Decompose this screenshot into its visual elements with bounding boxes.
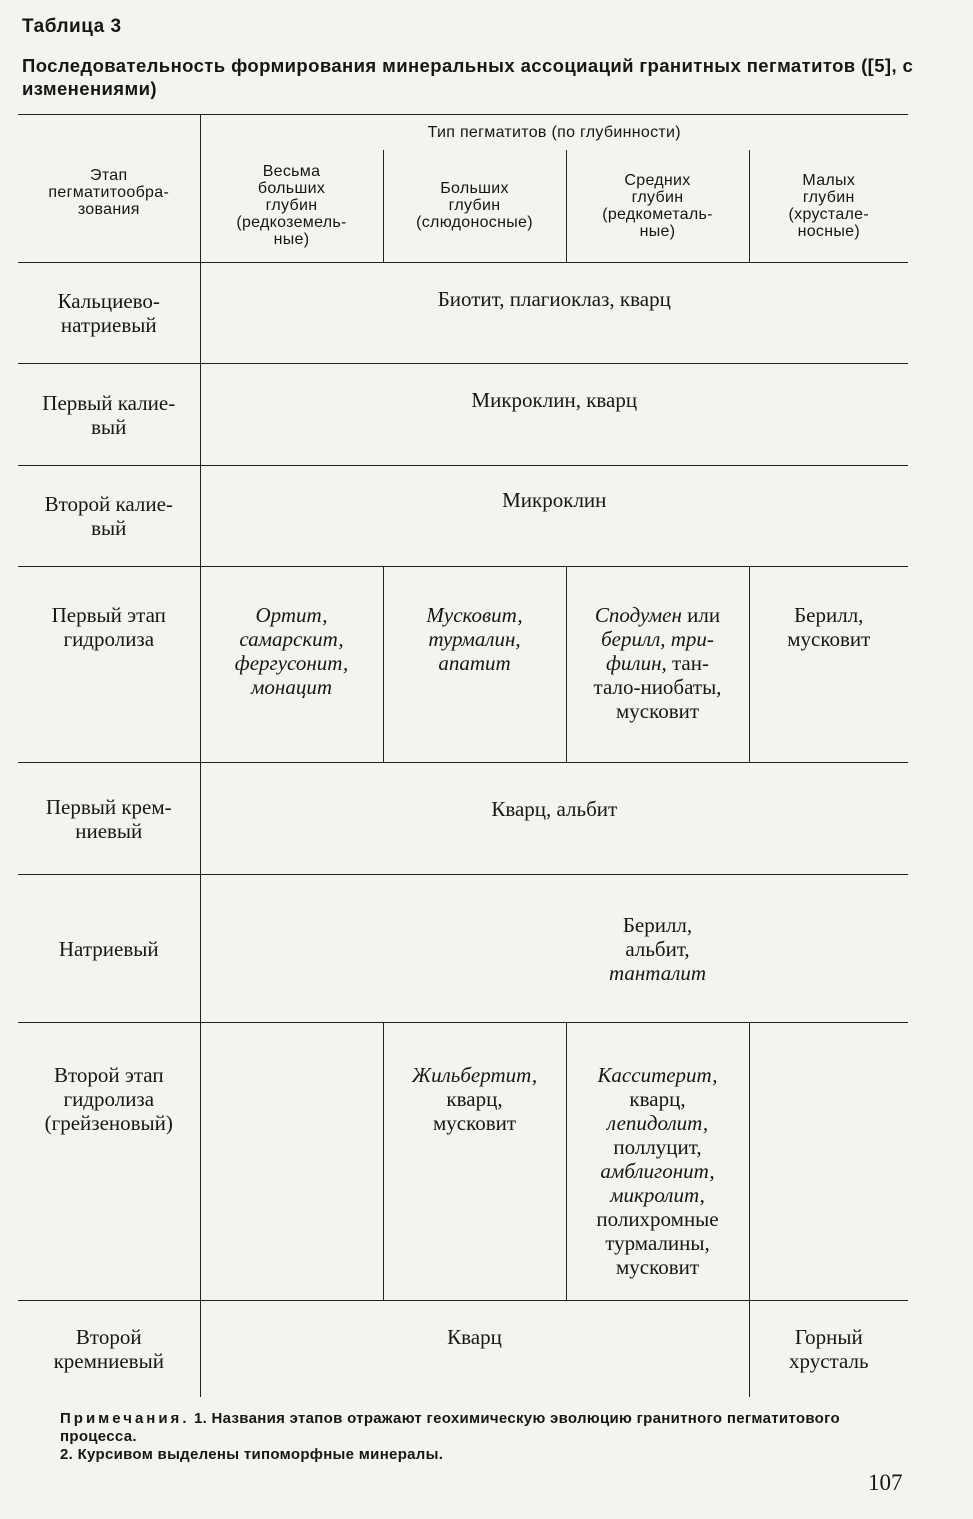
mineral-quartz: кварц,: [446, 1087, 503, 1111]
table-row: [18, 364, 908, 466]
stage-cell: Натриевый: [18, 875, 200, 1023]
table-row: [18, 1301, 908, 1397]
note-1: 1. Названия этапов отражают геохимическую эволюцию гранитного пегматитового процесса.: [60, 1410, 840, 1445]
mineral-pollucite: поллуцит,: [613, 1135, 702, 1159]
mineral-association-table: [18, 114, 908, 1397]
stage-cell: Первый этап гидролиза: [18, 567, 200, 763]
mineral-beryl-tri: берилл, три-: [601, 627, 714, 651]
empty-cell: [749, 1023, 908, 1301]
mineral-triphylite: филин,: [606, 651, 667, 675]
cell-medium: [566, 875, 749, 1023]
mineral-albite: альбит,: [625, 936, 690, 961]
mineral-tantalite: танталит: [608, 960, 707, 985]
cell-deep: Мусковит, турмалин, апатит: [383, 567, 566, 763]
table-notes: [18, 1410, 918, 1464]
span-cell: Кварц: [200, 1301, 749, 1397]
table-row: [18, 1023, 908, 1301]
mineral-lepidolite: лепидолит,: [606, 1111, 709, 1135]
cell-medium: [566, 1023, 749, 1301]
table-row: [18, 567, 908, 763]
table-row: [18, 466, 908, 567]
word-tan: тан-: [666, 651, 709, 675]
stage-cell: Второй кремниевый: [18, 1301, 200, 1397]
mineral-beryl: Берилл,: [622, 912, 693, 937]
mineral-cassiterite: Касситерит,: [597, 1063, 718, 1087]
empty-cell: [200, 1023, 383, 1301]
header-row-group: [18, 115, 908, 150]
header-type-shallow: Малых глубин (хрустале- носные): [749, 150, 908, 263]
header-type-deep: Больших глубин (слюдоносные): [383, 150, 566, 263]
table-row: [18, 875, 908, 1023]
table-number: Таблица 3: [22, 16, 122, 37]
span-cell: Кварц, альбит: [200, 763, 908, 875]
table-title: Последовательность формирования минеральных ассоциаций гранитных пегматитов ([5], с изменениями): [22, 55, 914, 99]
header-type-very-deep: Весьма больших глубин (редкоземель- ные): [200, 150, 383, 263]
stage-cell: Первый калие- вый: [18, 364, 200, 466]
notes-label: Примечания.: [60, 1410, 190, 1427]
mineral-microlite: микролит,: [610, 1183, 705, 1207]
span-cell: Микроклин: [200, 466, 908, 567]
stage-cell: Второй этап гидролиза (грейзеновый): [18, 1023, 200, 1301]
empty-cell: [200, 875, 566, 1023]
mineral-muscovite: мусковит: [432, 1111, 517, 1135]
stage-cell: Первый крем- ниевый: [18, 763, 200, 875]
cell-shallow: Берилл, мусковит: [749, 567, 908, 763]
stage-cell: Второй калие- вый: [18, 466, 200, 567]
header-type-medium: Средних глубин (редкометаль- ные): [566, 150, 749, 263]
word-or: или: [681, 603, 721, 627]
cell-deep: [383, 1023, 566, 1301]
mineral-polychrome: полихромные: [596, 1207, 719, 1231]
stage-cell: Кальциево- натриевый: [18, 263, 200, 364]
mineral-quartz: кварц,: [629, 1087, 686, 1111]
empty-cell: [749, 875, 908, 1023]
mineral-muscovite: мусковит: [615, 1255, 700, 1279]
mineral-tourmalines: турмалины,: [605, 1231, 710, 1255]
header-type-group: Тип пегматитов (по глубинности): [200, 115, 908, 150]
note-2: 2. Курсивом выделены типоморфные минералы.: [60, 1446, 444, 1463]
mineral-spodumene: Сподумен: [594, 603, 682, 627]
mineral-gilbertite: Жильбертит,: [411, 1063, 538, 1087]
page-number: 107: [868, 1470, 903, 1495]
table-row: [18, 763, 908, 875]
header-stage: Этап пегматитообра- зования: [18, 115, 200, 263]
mineral-amblygonite: амблигонит,: [600, 1159, 715, 1183]
mineral-muscovite: мусковит: [615, 699, 700, 723]
cell-shallow: Горный хрусталь: [749, 1301, 908, 1397]
cell-very-deep: Ортит, самарскит, фергусонит, монацит: [200, 567, 383, 763]
mineral-tantaloniobates: тало-ниобаты,: [593, 675, 722, 699]
span-cell: Биотит, плагиоклаз, кварц: [200, 263, 908, 364]
table-row: [18, 263, 908, 364]
span-cell: Микроклин, кварц: [200, 364, 908, 466]
cell-medium: [566, 567, 749, 763]
